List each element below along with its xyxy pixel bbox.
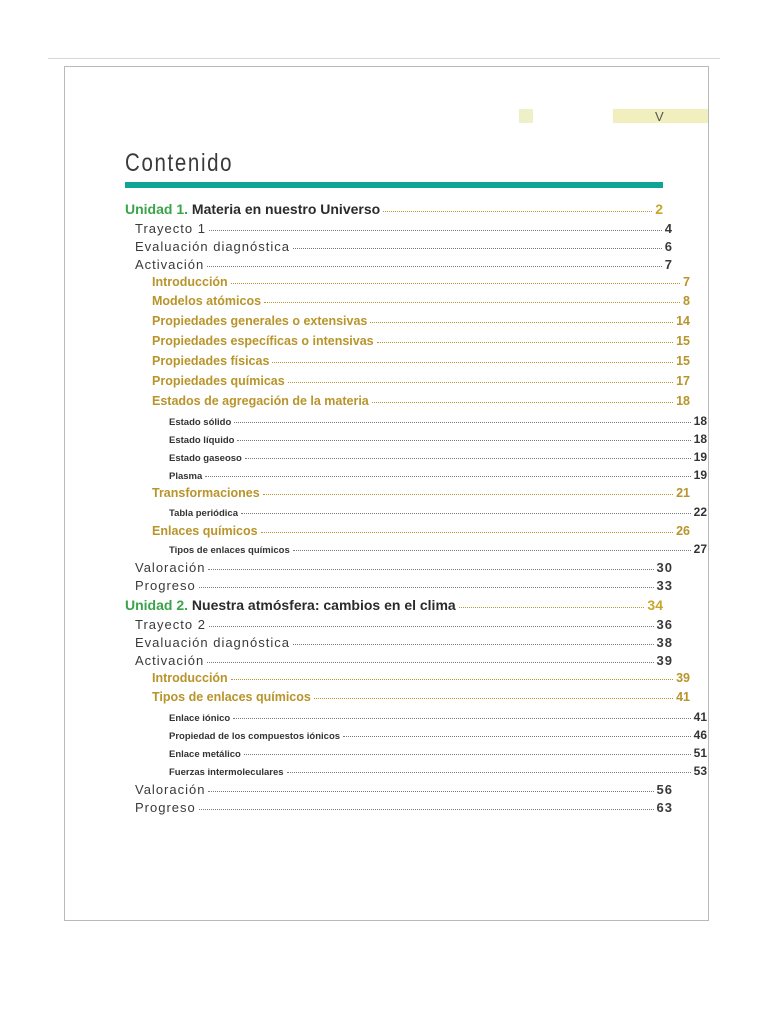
- toc-page-number: 30: [656, 560, 673, 575]
- toc-entry-label: [169, 767, 284, 778]
- toc-page-number: 46: [693, 728, 707, 742]
- toc-entry-label: [135, 782, 205, 797]
- toc-entry-label: [152, 486, 260, 500]
- toc-entry-label: [135, 653, 204, 668]
- toc-entry[interactable]: [125, 450, 707, 464]
- dot-leader: [293, 550, 691, 551]
- toc-entry-text: Propiedades químicas: [152, 374, 285, 388]
- toc-entry-text: Tipos de enlaces químicos: [152, 690, 311, 704]
- toc-entry[interactable]: [125, 690, 690, 704]
- dot-leader: [205, 476, 690, 477]
- toc-entry-label: [169, 471, 202, 482]
- toc-entry-text: Progreso: [135, 578, 196, 593]
- toc-entry-label: [152, 334, 374, 348]
- dot-leader: [314, 698, 673, 699]
- toc-page-number: 34: [647, 597, 663, 613]
- dot-leader: [244, 754, 691, 755]
- toc-entry-label: [169, 713, 230, 724]
- toc-entry-text: Introducción: [152, 275, 228, 289]
- toc-entry[interactable]: [125, 560, 673, 575]
- toc-entry[interactable]: [125, 354, 690, 368]
- toc-unit-entry[interactable]: [125, 597, 663, 613]
- toc-entry-text: Estado gaseoso: [169, 453, 242, 464]
- toc-entry-text: Trayecto 1: [135, 221, 206, 236]
- toc-entry-text: Valoración: [135, 782, 206, 797]
- dot-leader: [245, 458, 691, 459]
- toc-page-number: 15: [676, 334, 690, 348]
- dot-leader: [293, 644, 654, 645]
- toc-unit-entry[interactable]: [125, 201, 663, 217]
- page-title: Contenido: [125, 149, 234, 177]
- toc-entry[interactable]: [125, 617, 673, 632]
- toc-page-number: 6: [664, 239, 673, 254]
- toc-page-number: 63: [656, 800, 673, 815]
- toc-entry-label: [169, 435, 234, 446]
- toc-entry-label: [135, 635, 290, 650]
- toc-entry[interactable]: [125, 374, 690, 388]
- toc-entry-text: Valoración: [135, 560, 206, 575]
- dot-leader: [261, 532, 673, 533]
- toc-entry-text: Estados de agregación de la materia: [152, 394, 369, 408]
- dot-leader: [264, 302, 680, 303]
- toc-page-number: 41: [676, 690, 690, 704]
- toc-entry-label: [169, 508, 238, 519]
- toc-entry-text: Propiedades físicas: [152, 354, 270, 368]
- toc-entry-label: [135, 578, 196, 593]
- toc-entry-label: [152, 354, 269, 368]
- toc-entry-label: [135, 257, 204, 272]
- toc-entry-label: [152, 314, 367, 328]
- toc-entry[interactable]: [125, 275, 690, 289]
- toc-entry[interactable]: [125, 334, 690, 348]
- toc-entry-text: Fuerzas intermoleculares: [169, 767, 284, 778]
- toc-entry[interactable]: [125, 257, 673, 272]
- toc-entry[interactable]: [125, 578, 673, 593]
- toc-page-number: 4: [664, 221, 673, 236]
- document-page: [64, 66, 709, 921]
- dot-leader: [233, 718, 690, 719]
- toc-page-number: 33: [656, 578, 673, 593]
- toc-entry[interactable]: [125, 432, 707, 446]
- toc-entry-text: Propiedad de los compuestos iónicos: [169, 731, 341, 742]
- toc-entry[interactable]: [125, 468, 707, 482]
- toc-entry-text: Activación: [135, 257, 205, 272]
- toc-entry[interactable]: [125, 239, 673, 254]
- dot-leader: [293, 248, 662, 249]
- toc-page-number: 7: [664, 257, 673, 272]
- dot-leader: [288, 382, 673, 383]
- toc-entry-text: Estado líquido: [169, 435, 235, 446]
- toc-entry-text: Evaluación diagnóstica: [135, 239, 290, 254]
- toc-page-number: 56: [656, 782, 673, 797]
- dot-leader: [199, 587, 654, 588]
- toc-entry-label: [169, 545, 290, 556]
- toc-entry-label: [152, 690, 311, 704]
- toc-entry[interactable]: [125, 542, 707, 556]
- dot-leader: [207, 662, 653, 663]
- toc-page-number: 19: [693, 468, 707, 482]
- dot-leader: [208, 569, 653, 570]
- toc-entry-text: Evaluación diagnóstica: [135, 635, 290, 650]
- header-highlight-small: [519, 109, 533, 123]
- unit-number: Unidad 2.: [125, 597, 192, 613]
- toc-page-number: 2: [655, 201, 663, 217]
- toc-page-number: 15: [676, 354, 690, 368]
- toc-entry[interactable]: [125, 294, 690, 308]
- toc-entry-label: [152, 294, 261, 308]
- toc-entry-text: Trayecto 2: [135, 617, 206, 632]
- toc-entry-text: Propiedades específicas o intensivas: [152, 334, 374, 348]
- toc-page-number: 53: [693, 764, 707, 778]
- dot-leader: [287, 772, 691, 773]
- toc-entry[interactable]: [125, 764, 707, 778]
- toc-page-number: 36: [656, 617, 673, 632]
- dot-leader: [377, 342, 673, 343]
- toc-page-number: 51: [693, 746, 707, 760]
- page-number: V: [655, 109, 664, 124]
- dot-leader: [199, 809, 654, 810]
- toc-entry-label: [169, 731, 340, 742]
- toc-entry-label: [152, 671, 228, 685]
- toc-entry-label: [152, 394, 369, 408]
- toc-entry[interactable]: [125, 221, 673, 236]
- toc-entry[interactable]: [125, 746, 707, 760]
- toc-entry-label: [169, 749, 241, 760]
- toc-entry-text: Tipos de enlaces químicos: [169, 545, 290, 556]
- toc-page-number: 39: [676, 671, 690, 685]
- toc-page-number: 18: [676, 394, 690, 408]
- toc-entry-text: Modelos atómicos: [152, 294, 262, 308]
- toc-page-number: 41: [693, 710, 707, 724]
- toc-entry[interactable]: [125, 394, 690, 408]
- toc-entry[interactable]: [125, 782, 673, 797]
- toc-entry[interactable]: [125, 505, 707, 519]
- toc-entry[interactable]: [125, 486, 690, 500]
- dot-leader: [241, 513, 691, 514]
- toc-entry-text: Materia en nuestro Universo: [191, 201, 381, 217]
- dot-leader: [370, 322, 673, 323]
- toc-page-number: 39: [656, 653, 673, 668]
- toc-entry[interactable]: [125, 524, 690, 538]
- dot-leader: [343, 736, 691, 737]
- toc-entry-label: [152, 374, 285, 388]
- toc-entry-label: [125, 597, 456, 613]
- toc-entry-label: [135, 800, 196, 815]
- toc-page-number: 19: [693, 450, 707, 464]
- toc-page-number: 21: [676, 486, 690, 500]
- toc-entry[interactable]: [125, 653, 673, 668]
- dot-leader: [231, 679, 673, 680]
- toc-page-number: 26: [676, 524, 690, 538]
- toc-entry-text: Nuestra atmósfera: cambios en el clima: [191, 597, 456, 613]
- toc-entry-text: Enlace iónico: [169, 713, 231, 724]
- dot-leader: [207, 266, 662, 267]
- dot-leader: [234, 422, 690, 423]
- dot-leader: [272, 362, 673, 363]
- toc-entry-text: Enlaces químicos: [152, 524, 258, 538]
- toc-entry-label: [152, 524, 258, 538]
- toc-entry-label: [135, 617, 206, 632]
- title-underline-bar: [125, 182, 663, 188]
- unit-number: Unidad 1.: [125, 201, 192, 217]
- dot-leader: [209, 230, 662, 231]
- toc-entry-text: Plasma: [169, 471, 203, 482]
- dot-leader: [209, 626, 654, 627]
- dot-leader: [383, 211, 652, 212]
- dot-leader: [263, 494, 673, 495]
- toc-page-number: 27: [693, 542, 707, 556]
- toc-entry-label: [135, 560, 205, 575]
- toc-page-number: 22: [693, 505, 707, 519]
- toc-entry-label: [169, 453, 242, 464]
- toc-entry-label: [125, 201, 380, 217]
- toc-page-number: 18: [693, 432, 707, 446]
- toc-entry-text: Progreso: [135, 800, 196, 815]
- toc-entry-text: Tabla periódica: [169, 508, 238, 519]
- toc-entry[interactable]: [125, 728, 707, 742]
- toc-entry-text: Enlace metálico: [169, 749, 241, 760]
- top-divider: [48, 58, 720, 59]
- toc-entry-label: [169, 417, 231, 428]
- toc-entry-label: [152, 275, 228, 289]
- toc-entry[interactable]: [125, 710, 707, 724]
- toc-entry-label: [135, 239, 290, 254]
- toc-entry-text: Transformaciones: [152, 486, 260, 500]
- toc-entry-text: Introducción: [152, 671, 228, 685]
- dot-leader: [231, 283, 680, 284]
- toc-entry-label: [135, 221, 206, 236]
- toc-page-number: 14: [676, 314, 690, 328]
- toc-page-number: 38: [656, 635, 673, 650]
- toc-entry[interactable]: [125, 635, 673, 650]
- dot-leader: [237, 440, 690, 441]
- toc-page-number: 18: [693, 414, 707, 428]
- toc-entry-text: Propiedades generales o extensivas: [152, 314, 368, 328]
- dot-leader: [372, 402, 673, 403]
- toc-page-number: 7: [683, 275, 690, 289]
- toc-page-number: 17: [676, 374, 690, 388]
- toc-entry[interactable]: [125, 414, 707, 428]
- toc-entry-text: Activación: [135, 653, 205, 668]
- dot-leader: [208, 791, 653, 792]
- dot-leader: [459, 607, 645, 608]
- toc-entry[interactable]: [125, 800, 673, 815]
- toc-entry-text: Estado sólido: [169, 417, 232, 428]
- toc-page-number: 8: [683, 294, 690, 308]
- toc-entry[interactable]: [125, 314, 690, 328]
- toc-entry[interactable]: [125, 671, 690, 685]
